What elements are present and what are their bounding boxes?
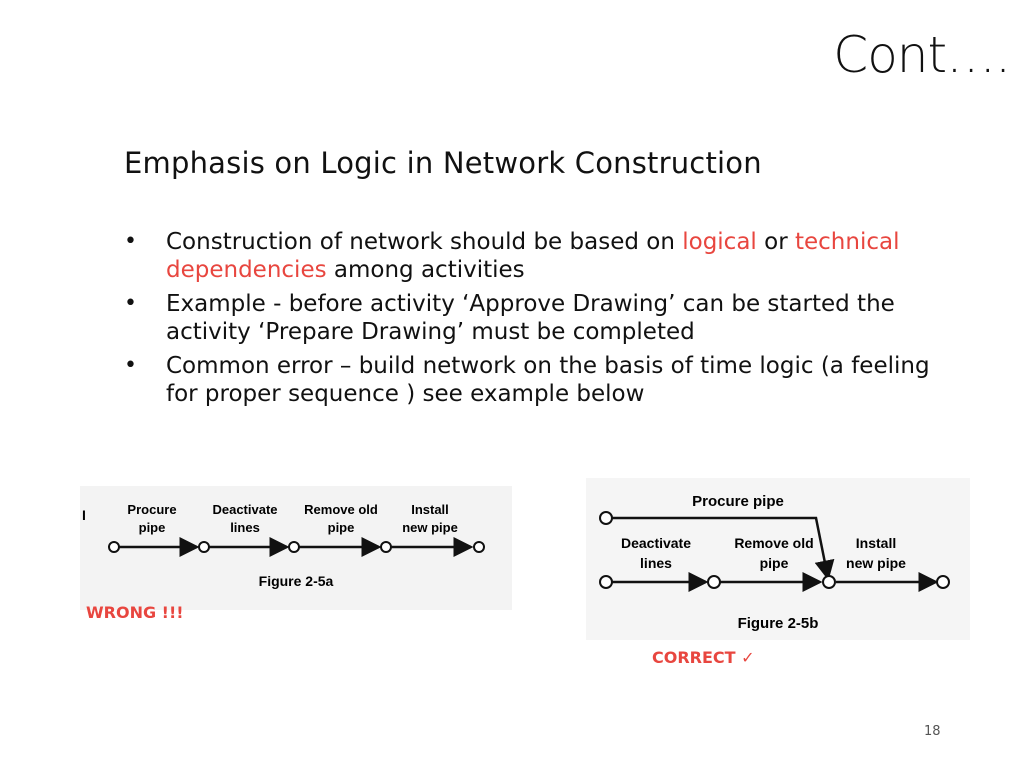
node bbox=[600, 512, 612, 524]
bullet-item bbox=[124, 352, 964, 408]
section-heading: Emphasis on Logic in Network Construction bbox=[124, 146, 762, 180]
activity-label: new pipe bbox=[846, 555, 906, 571]
activity-label: Procure bbox=[127, 502, 177, 517]
node bbox=[823, 576, 835, 588]
node bbox=[937, 576, 949, 588]
verdict-wrong: WRONG !!! bbox=[86, 603, 184, 622]
node bbox=[109, 542, 119, 552]
node bbox=[474, 542, 484, 552]
bullet-text-2: Common error – build network on the basis of time logic (a feeling for proper sequence ) see example below bbox=[166, 353, 930, 407]
activity-label: Deactivate bbox=[620, 535, 692, 551]
activity-label: Install bbox=[855, 535, 897, 551]
activity-label: pipe bbox=[327, 520, 355, 535]
activity-label: Remove old bbox=[734, 535, 814, 551]
node bbox=[600, 576, 612, 588]
bullet-text-1: Example - before activity ‘Approve Drawing’ can be started the activity ‘Prepare Drawing’ must be completed bbox=[166, 291, 895, 345]
activity-label: Remove old bbox=[304, 502, 378, 517]
activity-label: pipe bbox=[138, 520, 166, 535]
activity-label: Procure pipe bbox=[692, 493, 784, 510]
bullet-text-0a: Construction of network should be based on bbox=[166, 229, 683, 255]
node bbox=[381, 542, 391, 552]
figure-2-5a-diagram bbox=[80, 486, 512, 610]
page-number: 18 bbox=[924, 724, 941, 739]
figure-2-5b bbox=[586, 478, 970, 640]
verdict-correct: CORRECT ✓ bbox=[652, 648, 755, 667]
bullet-text-0c: or bbox=[756, 229, 795, 255]
figure-2-5b-diagram bbox=[586, 478, 970, 640]
node bbox=[708, 576, 720, 588]
bullet-text-0e: among activities bbox=[326, 257, 525, 283]
activity-label: Deactivate bbox=[212, 502, 278, 517]
slide-title: Cont…. bbox=[833, 26, 1010, 84]
bullet-item bbox=[124, 228, 964, 284]
bullet-item bbox=[124, 290, 964, 346]
node bbox=[289, 542, 299, 552]
bullet-dot-icon: • bbox=[124, 353, 137, 378]
bullet-highlight-technical: technical dependencies bbox=[166, 229, 900, 283]
activity-label: lines bbox=[230, 520, 260, 535]
activity-label: pipe bbox=[759, 555, 789, 571]
bullet-highlight-logical: logical bbox=[682, 229, 757, 255]
figure-a-caption: Figure 2-5a bbox=[258, 573, 334, 589]
figure-2-5a bbox=[80, 486, 512, 610]
bullet-list bbox=[124, 228, 964, 414]
node bbox=[199, 542, 209, 552]
activity-label: lines bbox=[640, 555, 672, 571]
figure-b-caption: Figure 2-5b bbox=[737, 615, 819, 632]
activity-label: new pipe bbox=[402, 520, 458, 535]
bullet-dot-icon: • bbox=[124, 291, 137, 316]
bullet-dot-icon: • bbox=[124, 229, 137, 254]
activity-label: Install bbox=[411, 502, 449, 517]
figure-a-corner-mark: I bbox=[82, 507, 86, 523]
